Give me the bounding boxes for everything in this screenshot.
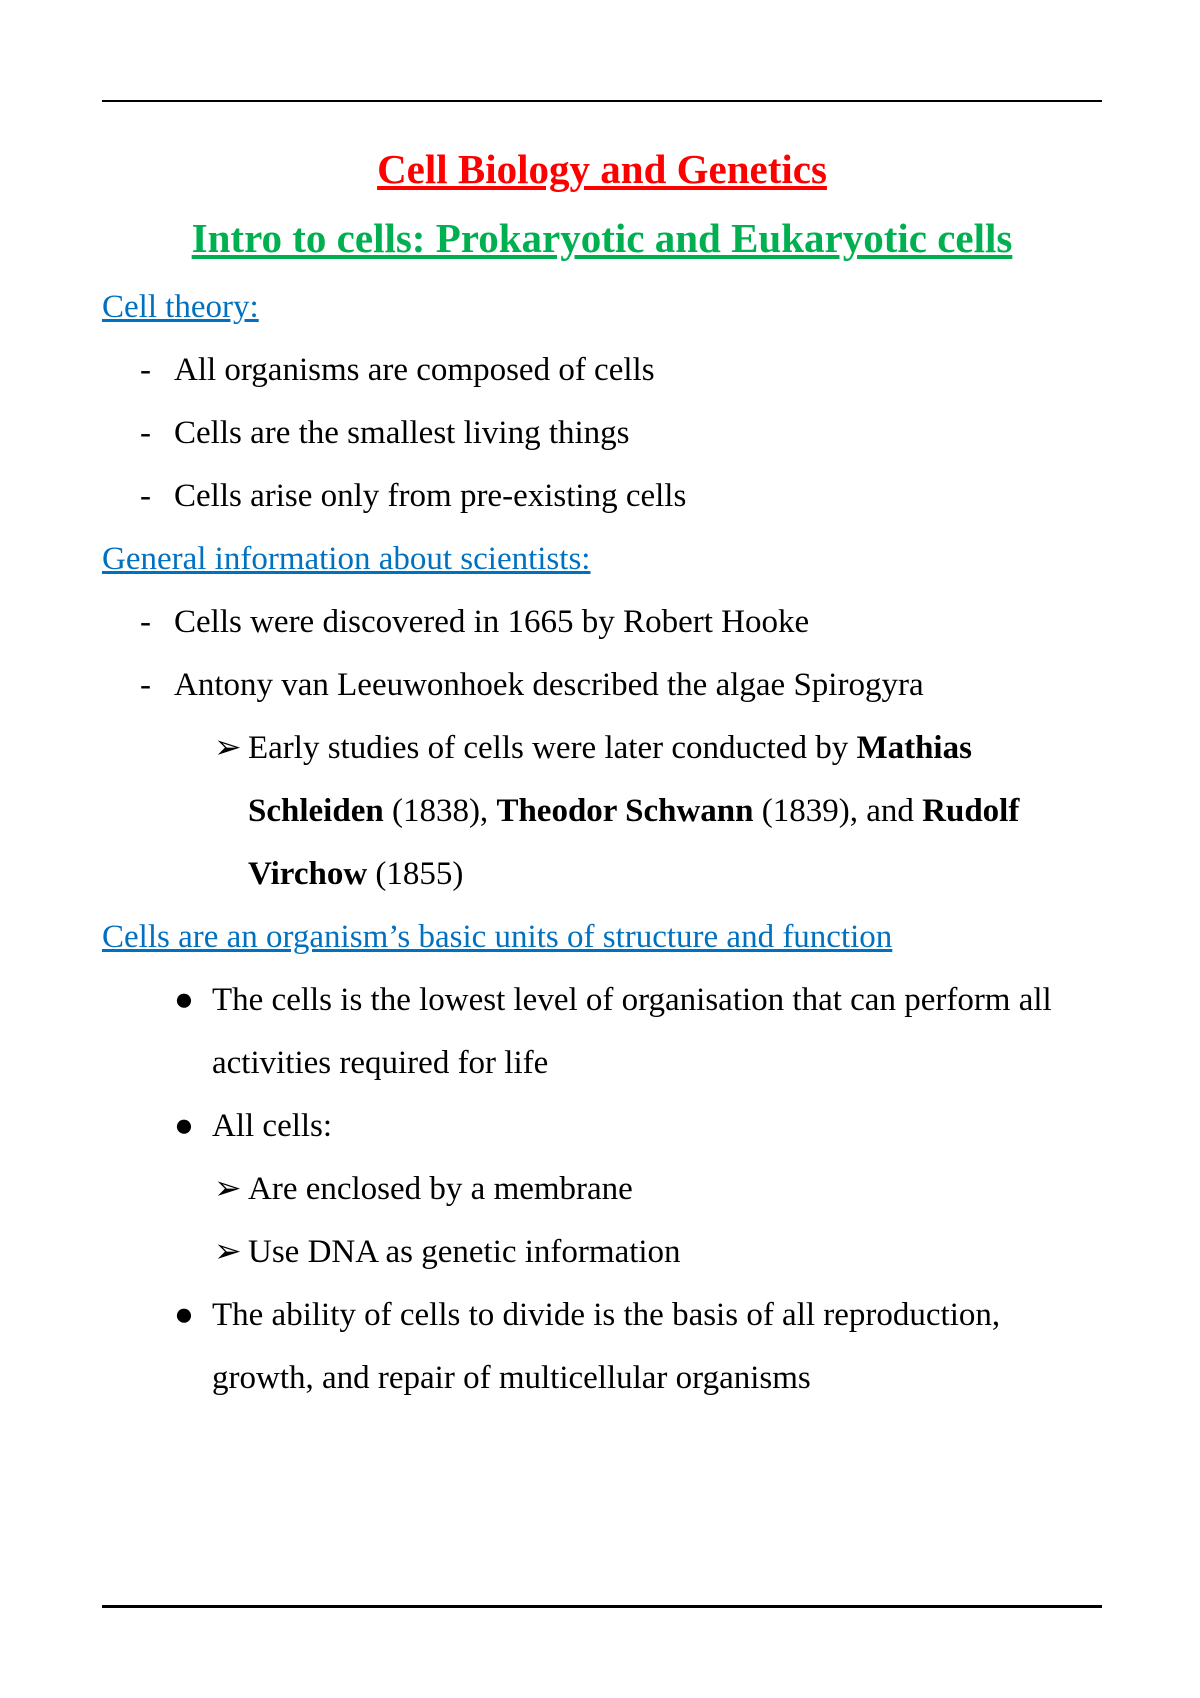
list-item: - All organisms are composed of cells [102,339,1102,402]
scientist-name: Rudolf Virchow [248,793,1020,892]
bullet-text: All cells: [212,1108,333,1144]
list-item [102,1221,1102,1284]
list-item [102,1284,1102,1410]
list-item [102,969,1102,1095]
sub-text: Early studies of cells were later conducted by [248,730,857,766]
arrow-bullet-icon: ➢ [214,1234,242,1270]
list-item: - Cells are the smallest living things [102,402,1102,465]
page-subtitle: Intro to cells: Prokaryotic and Eukaryotic cells [191,215,1013,261]
page-title: Cell Biology and Genetics [377,146,827,192]
scientist-name: Theodor Schwann [496,793,754,829]
scientist-name: Mathias Schleiden [248,730,972,829]
sub-text: Are enclosed by a membrane [248,1171,633,1207]
sub-text: Use DNA as genetic information [248,1234,681,1270]
footer-rule [102,1605,1102,1608]
page-content [102,138,1102,1410]
arrow-bullet-icon: ➢ [214,730,242,766]
round-bullet-icon: ● [174,1297,194,1333]
units-list [102,969,1102,1410]
round-bullet-icon: ● [174,1108,194,1144]
list-item [102,1095,1102,1158]
list-item [102,1158,1102,1221]
section-heading-cell-theory: Cell theory: [102,289,259,325]
scientists-list [102,591,1102,906]
section-heading-scientists: General information about scientists: [102,541,591,577]
bullet-text: The ability of cells to divide is the basis of all reproduction, growth, and repair of multicellular organisms [212,1297,1001,1396]
sub-text: (1855) [367,856,464,892]
list-item: - Cells were discovered in 1665 by Robert Hooke [102,591,1102,654]
bullet-text: The cells is the lowest level of organisation that can perform all activities required for life [212,982,1052,1081]
sub-text: (1839), and [753,793,923,829]
header-rule [102,100,1102,102]
section-heading-units: Cells are an organism’s basic units of structure and function [102,919,893,955]
cell-theory-list [102,339,1102,528]
list-item: - Cells arise only from pre-existing cells [102,465,1102,528]
sub-text: (1838), [383,793,497,829]
list-item [102,717,1102,906]
list-item: - Antony van Leeuwonhoek described the algae Spirogyra [102,654,1102,717]
arrow-bullet-icon: ➢ [214,1171,242,1207]
round-bullet-icon: ● [174,982,194,1018]
